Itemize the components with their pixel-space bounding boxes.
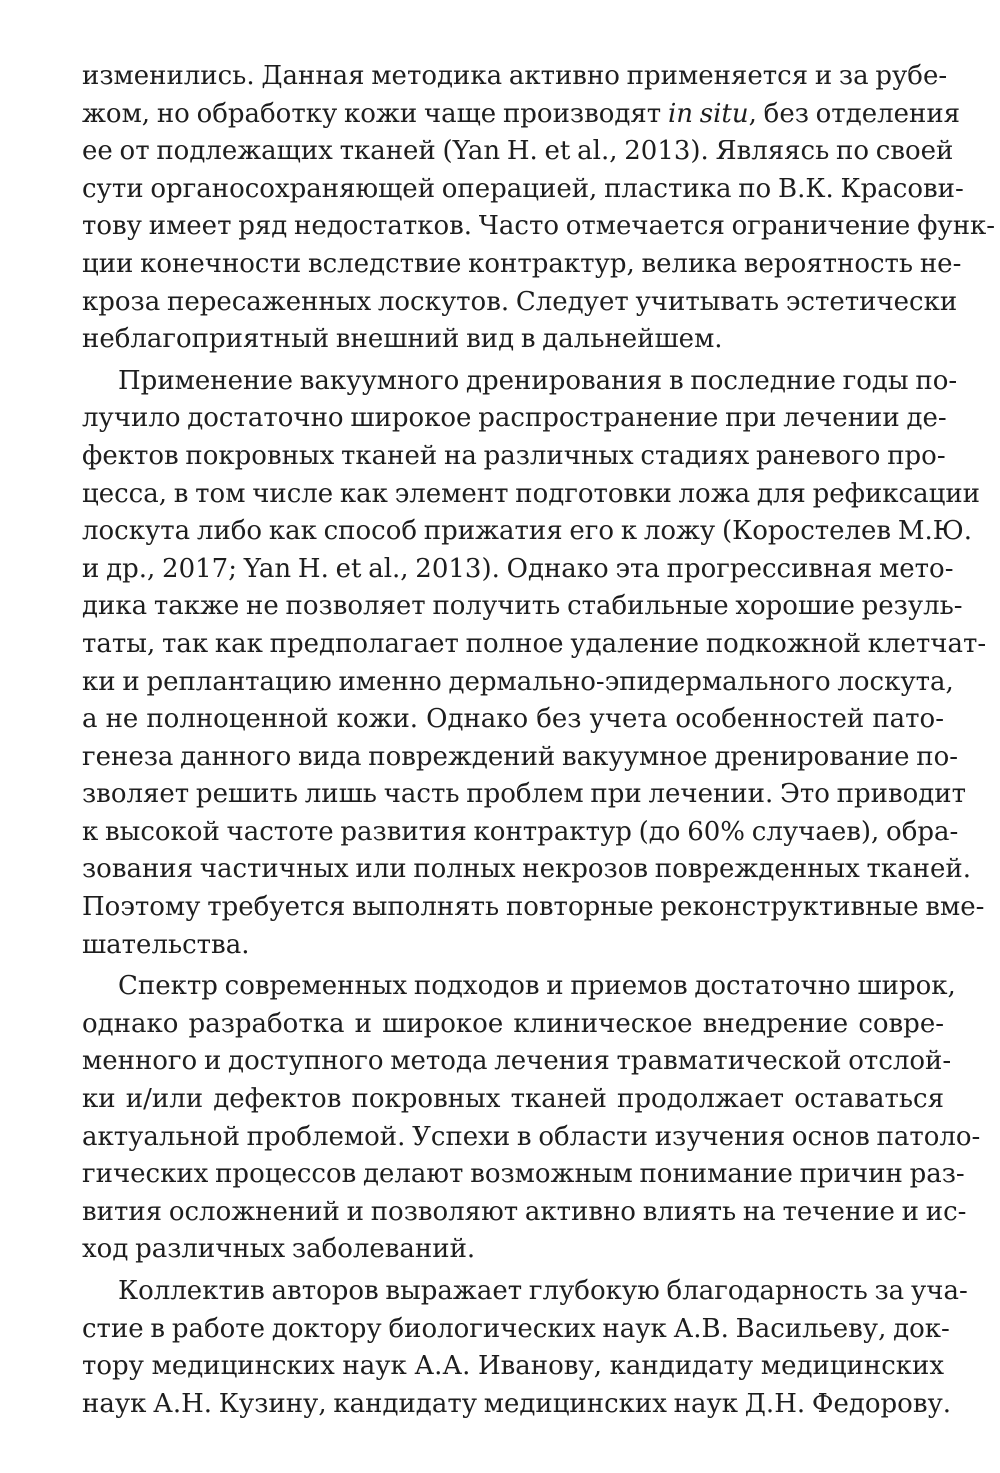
text-line: ход различных заболеваний.: [82, 1234, 476, 1265]
text-line: гических процессов делают возможным понимание причин раз-: [82, 1159, 965, 1190]
paragraph-1: [82, 58, 996, 359]
text-line: генеза данного вида повреждений вакуумное дренирование по-: [82, 741, 959, 772]
paragraph-4: [82, 1273, 968, 1423]
text-line: однако разработка и широкое клиническое внедрение совре-: [82, 1008, 944, 1039]
text-line: цесса, в том числе как элемент подготовки ложа для рефиксации: [82, 478, 980, 509]
text-line: фектов покровных тканей на различных стадиях раневого про-: [82, 440, 946, 471]
text-line: Спектр современных подходов и приемов достаточно широк,: [118, 971, 956, 1002]
italic-term: in situ: [667, 98, 749, 129]
text-line: Применение вакуумного дренирования в последние годы по-: [118, 365, 958, 396]
text-line: лучило достаточно широкое распространение при лечении де-: [82, 403, 947, 434]
text-line: зволяет решить лишь часть проблем при лечении. Это приводит: [82, 779, 966, 810]
text-line: неблагоприятный внешний вид в дальнейшем.: [82, 324, 723, 355]
text-line: ее от подлежащих тканей (Yan H. et al., 2013). Являясь по своей: [82, 136, 954, 167]
text-line: ки и реплантацию именно дермально-эпидермального лоскута,: [82, 666, 954, 697]
document-page: [82, 58, 996, 1423]
text-line: таты, так как предполагает полное удаление подкожной клетчат-: [82, 628, 987, 659]
text-line: ки и/или дефектов покровных тканей продолжает оставаться: [82, 1084, 944, 1115]
text-line: изменились. Данная методика активно применяется и за рубе-: [82, 61, 948, 91]
text-line: [82, 96, 961, 134]
text-line: тору медицинских наук А.А. Иванову, кандидату медицинских: [82, 1351, 944, 1382]
text-span: , без отделения: [748, 98, 961, 129]
text-line: к высокой частоте развития контрактур (до 60% случаев), обра-: [82, 816, 959, 847]
text-line: наук А.Н. Кузину, кандидату медицинских наук Д.Н. Федорову.: [82, 1388, 952, 1419]
text-line: зования частичных или полных некрозов поврежденных тканей.: [82, 854, 971, 885]
text-line: сути органосохраняющей операцией, пластика по В.К. Красови-: [82, 173, 964, 204]
text-line: кроза пересаженных лоскутов. Следует учитывать эстетически: [82, 286, 958, 317]
text-line: менного и доступного метода лечения травматической отслой-: [82, 1046, 952, 1077]
text-line: вития осложнений и позволяют активно влиять на течение и ис-: [82, 1196, 967, 1227]
text-line: Коллектив авторов выражает глубокую благодарность за уча-: [118, 1276, 968, 1306]
text-line: лоскута либо как способ прижатия его к ложу (Коростелев М.Ю.: [82, 516, 973, 547]
text-line: и др., 2017; Yan H. et al., 2013). Однако эта прогрессивная мето-: [82, 553, 954, 584]
text-span: жом, но обработку кожи чаще производят: [82, 98, 668, 129]
text-line: дика также не позволяет получить стабильные хорошие резуль-: [82, 591, 963, 622]
paragraph-2: [82, 363, 987, 965]
text-line: шательства.: [82, 929, 250, 960]
text-line: Поэтому требуется выполнять повторные реконструктивные вме-: [82, 892, 985, 923]
paragraph-3: [82, 968, 981, 1269]
text-line: актуальной проблемой. Успехи в области изучения основ патоло-: [82, 1121, 981, 1152]
text-line: ции конечности вследствие контрактур, велика вероятность не-: [82, 248, 962, 279]
text-line: тову имеет ряд недостатков. Часто отмечается ограничение функ-: [82, 211, 996, 242]
text-line: а не полноценной кожи. Однако без учета особенностей пато-: [82, 704, 944, 735]
text-line: стие в работе доктору биологических наук А.В. Васильеву, док-: [82, 1313, 950, 1344]
